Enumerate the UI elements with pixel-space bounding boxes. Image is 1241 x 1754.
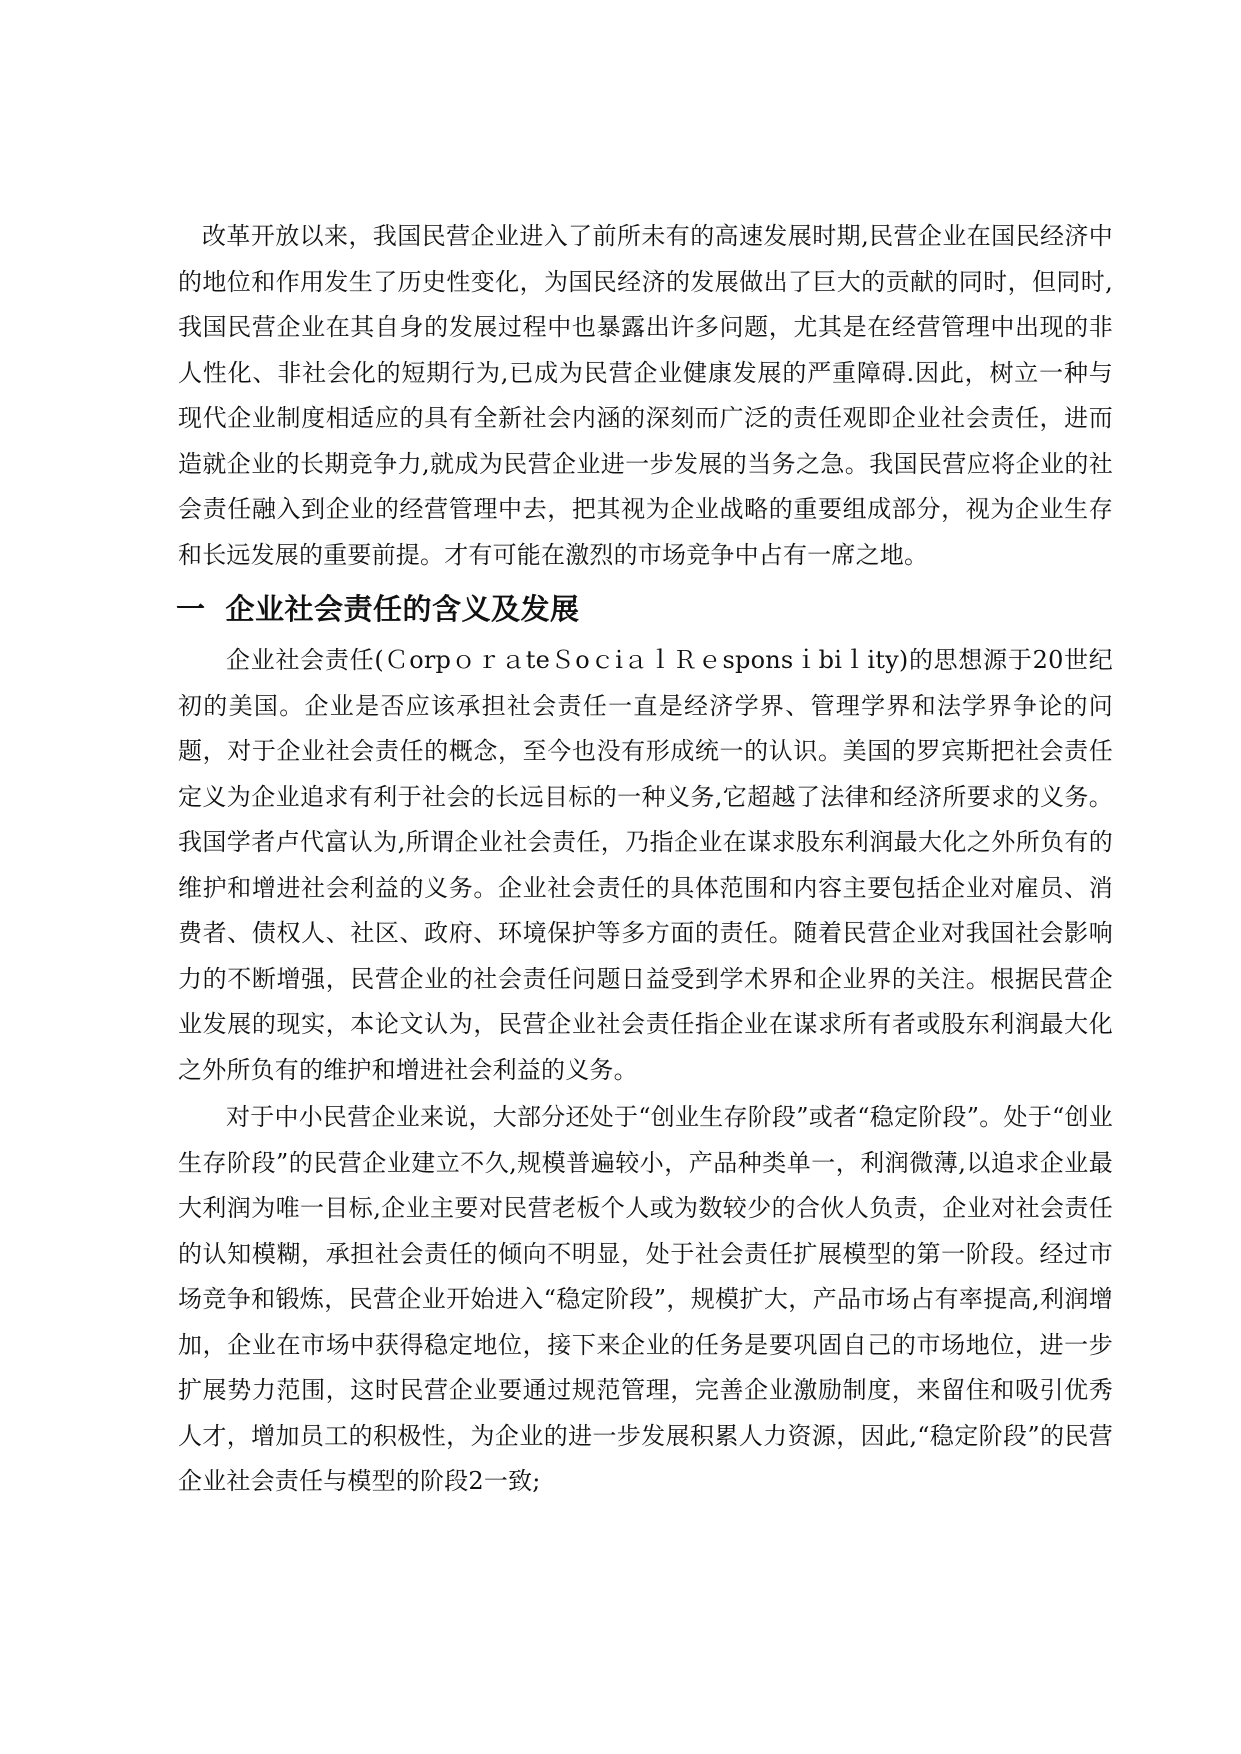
body-paragraph-2: 对于中小民营企业来说，大部分还处于“创业生存阶段”或者“稳定阶段”。处于“创业生存阶段”的民营企业建立不久,规模普遍较小，产品种类单一，利润微薄,以追求企业最大利润为唯一目标,企业主要对民营老板个人或为数较少的合伙人负责，企业对社会责任的认知模糊，承担社会责任的倾向不明显，处于社会责任扩展模型的第一阶段。经过市场竞争和锻炼，民营企业开始进入“稳定阶段”，规模扩大，产品市场占有率提高,利润增加，企业在市场中获得稳定地位，接下来企业的任务是要巩固自己的市场地位，进一步扩展势力范围，这时民营企业要通过规范管理，完善企业激励制度，来留住和吸引优秀人才，增加员工的积极性，为企业的进一步发展积累人力资源，因此,“稳定阶段”的民营企业社会责任与模型的阶段2一致; [178,1103,1113,1495]
document-body [178,214,1113,1505]
section-heading [176,584,1113,634]
body-paragraph-1: 企业社会责任(ＣorpｏｒａteＳoｃiａｌＲｅsponsｉbiｌity)的思想源于20世纪初的美国。企业是否应该承担社会责任一直是经济学界、管理学界和法学界争论的问题，对于企业社会责任的概念，至今也没有形成统一的认识。美国的罗宾斯把社会责任定义为企业追求有利于社会的长远目标的一种义务,它超越了法律和经济所要求的义务。我国学者卢代富认为,所谓企业社会责任，乃指企业在谋求股东利润最大化之外所负有的维护和增进社会利益的义务。企业社会责任的具体范围和内容主要包括企业对雇员、消费者、债权人、社区、政府、环境保护等多方面的责任。随着民营企业对我国社会影响力的不断增强，民营企业的社会责任问题日益受到学术界和企业界的关注。根据民营企业发展的现实，本论文认为，民营企业社会责任指企业在谋求所有者或股东利润最大化之外所负有的维护和增进社会利益的义务。 [178,646,1113,1084]
intro-paragraph: 改革开放以来，我国民营企业进入了前所未有的高速发展时期,民营企业在国民经济中的地位和作用发生了历史性变化，为国民经济的发展做出了巨大的贡献的同时，但同时,我国民营企业在其自身的发展过程中也暴露出许多问题，尤其是在经营管理中出现的非人性化、非社会化的短期行为,已成为民营企业健康发展的严重障碍.因此，树立一种与现代企业制度相适应的具有全新社会内涵的深刻而广泛的责任观即企业社会责任，进而造就企业的长期竞争力,就成为民营企业进一步发展的当务之急。我国民营应将企业的社会责任融入到企业的经营管理中去，把其视为企业战略的重要组成部分，视为企业生存和长远发展的重要前提。才有可能在激烈的市场竞争中占有一席之地。 [178,222,1113,569]
section-title: 企业社会责任的含义及发展 [225,592,580,626]
section-number: 一 [176,592,206,626]
